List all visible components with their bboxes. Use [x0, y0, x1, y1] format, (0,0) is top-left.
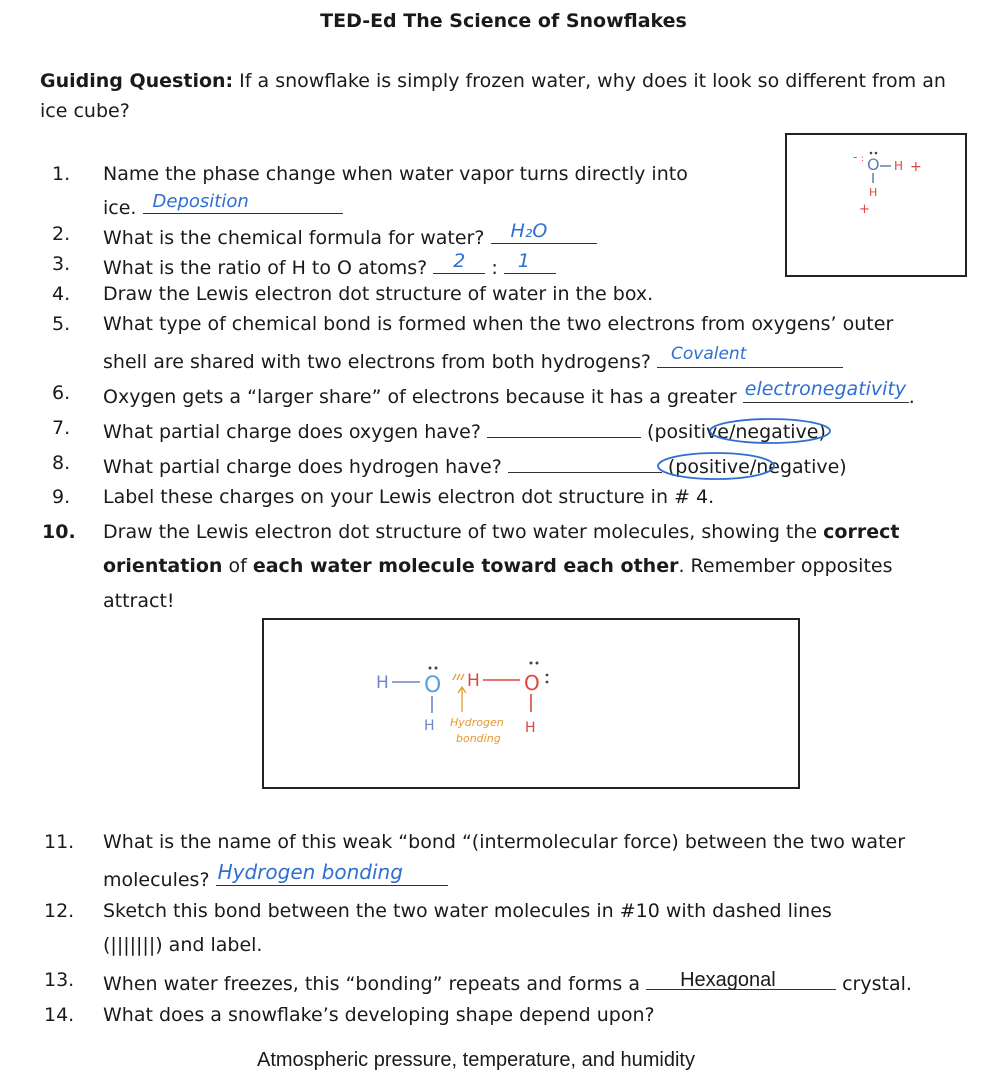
lewis-structure-box-1 — [785, 133, 967, 277]
q7-circle-mark — [707, 416, 833, 446]
q13-answer: Hexagonal — [680, 969, 776, 991]
hydrogen-atom-right: H — [894, 159, 904, 173]
q11-text: What is the name of this weak “bond “(intermolecular force) between the two water — [103, 831, 906, 853]
q8-number: 8. — [52, 452, 71, 474]
guiding-question — [40, 70, 946, 92]
q8-line — [103, 452, 847, 478]
q6-number: 6. — [52, 382, 71, 404]
q8-choice[interactable]: (positive/negative) — [668, 456, 847, 478]
q3-o-answer: 1 — [517, 250, 530, 272]
q3-line — [103, 250, 556, 279]
q1-text: Name the phase change when water vapor turns directly into — [103, 163, 688, 185]
q6-answer: electronegativity — [744, 378, 907, 400]
q3-separator: : — [491, 257, 498, 279]
q3-number: 3. — [52, 253, 71, 275]
q4-text: Draw the Lewis electron dot structure of water in the box. — [103, 283, 654, 305]
q10-line2: orientation of each water molecule toward each other. Remember opposites — [103, 555, 893, 577]
oxygen-left: O — [424, 673, 442, 698]
q4-number: 4. — [52, 283, 71, 305]
q5-number: 5. — [52, 313, 71, 335]
q13-answer-field[interactable] — [646, 969, 836, 990]
q14-answer: Atmospheric pressure, temperature, and humidity — [257, 1049, 695, 1071]
hydrogen-atom-bottom: H — [869, 186, 878, 199]
water-lewis-drawing — [787, 135, 965, 275]
q5-text: What type of chemical bond is formed when the two electrons from oxygens’ outer — [103, 313, 894, 335]
q3-o-answer-field[interactable] — [504, 250, 556, 274]
q10-number: 10. — [42, 521, 76, 543]
q1-answer-field[interactable] — [143, 193, 343, 214]
q8-answer-field[interactable] — [508, 452, 662, 473]
q14-number: 14. — [44, 1004, 75, 1026]
q7-choice[interactable]: (positive/negative) — [647, 421, 826, 443]
hydrogen-bottom-left: H — [424, 718, 435, 734]
q8-circle-mark — [654, 450, 780, 482]
q7-answer-field[interactable] — [487, 417, 641, 438]
q7-number: 7. — [52, 417, 71, 439]
q10-line1: Draw the Lewis electron dot structure of two water molecules, showing the correct — [103, 521, 900, 543]
negative-charge-label: - — [853, 150, 858, 164]
hydrogen-bonding-label-1: Hydrogen — [450, 716, 504, 729]
q3-text: What is the ratio of H to O atoms? — [103, 257, 428, 279]
hydrogen-left: H — [376, 673, 389, 693]
q6-text: Oxygen gets a “larger share” of electrons because it has a greater — [103, 386, 737, 408]
q1-answer: Deposition — [152, 191, 249, 212]
q2-number: 2. — [52, 223, 71, 245]
q10-line3: attract! — [103, 590, 175, 612]
q2-answer-field[interactable] — [491, 220, 597, 244]
q5-line2 — [103, 344, 843, 373]
q5-answer: Covalent — [670, 344, 747, 364]
q2-answer: H₂O — [510, 220, 548, 242]
guiding-question-text: If a snowflake is simply frozen water, why does it look so different from an — [233, 70, 946, 92]
q12-number: 12. — [44, 900, 75, 922]
q2-text: What is the chemical formula for water? — [103, 227, 485, 249]
q11-answer: Hydrogen bonding — [217, 860, 403, 884]
two-water-molecules-drawing — [264, 620, 798, 787]
guiding-question-label: Guiding Question: — [40, 70, 234, 92]
q12-text: Sketch this bond between the two water molecules in #10 with dashed lines — [103, 900, 832, 922]
q11-answer-field[interactable] — [216, 860, 448, 886]
q8-text: What partial charge does hydrogen have? — [103, 456, 502, 478]
page-title: TED-Ed The Science of Snowflakes — [320, 10, 687, 32]
q9-number: 9. — [52, 486, 71, 508]
positive-charge-label-bottom: + — [859, 202, 870, 217]
hydrogen-bottom-right: H — [525, 720, 536, 736]
q3-h-answer-field[interactable] — [433, 250, 485, 274]
q1-line2 — [103, 193, 343, 219]
q9-text: Label these charges on your Lewis electron dot structure in # 4. — [103, 486, 715, 508]
q12-text-line2: (|||||||) and label. — [103, 934, 263, 956]
q11-line2 — [103, 860, 448, 891]
q2-line — [103, 220, 597, 249]
q3-h-answer: 2 — [453, 250, 466, 272]
q7-text: What partial charge does oxygen have? — [103, 421, 481, 443]
q5-answer-field[interactable] — [657, 344, 843, 368]
oxygen-atom: O — [867, 155, 880, 174]
q11-number: 11. — [44, 831, 75, 853]
svg-text::: : — [861, 154, 865, 164]
positive-charge-label-right: + — [910, 159, 922, 175]
q7-line — [103, 417, 826, 443]
q13-number: 13. — [44, 969, 75, 991]
q1-text-end: ice. — [103, 197, 137, 219]
q1-number: 1. — [52, 163, 71, 185]
hydrogen-middle: H — [467, 671, 480, 691]
q13-line — [103, 969, 912, 995]
oxygen-right: O — [524, 671, 540, 695]
guiding-question-text-line2: ice cube? — [40, 100, 130, 122]
q13-text: When water freezes, this “bonding” repeats and forms a — [103, 973, 641, 995]
hydrogen-bonding-label-2: bonding — [456, 732, 501, 745]
q6-line — [103, 378, 915, 408]
q5-text-end: shell are shared with two electrons from both hydrogens? — [103, 351, 651, 373]
lewis-structure-box-2 — [262, 618, 800, 789]
q14-text: What does a snowflake’s developing shape depend upon? — [103, 1004, 655, 1026]
q6-answer-field[interactable] — [743, 378, 909, 403]
q6-period: . — [908, 386, 915, 408]
q13-text-end: crystal. — [842, 973, 912, 995]
q11-text-end: molecules? — [103, 869, 210, 891]
